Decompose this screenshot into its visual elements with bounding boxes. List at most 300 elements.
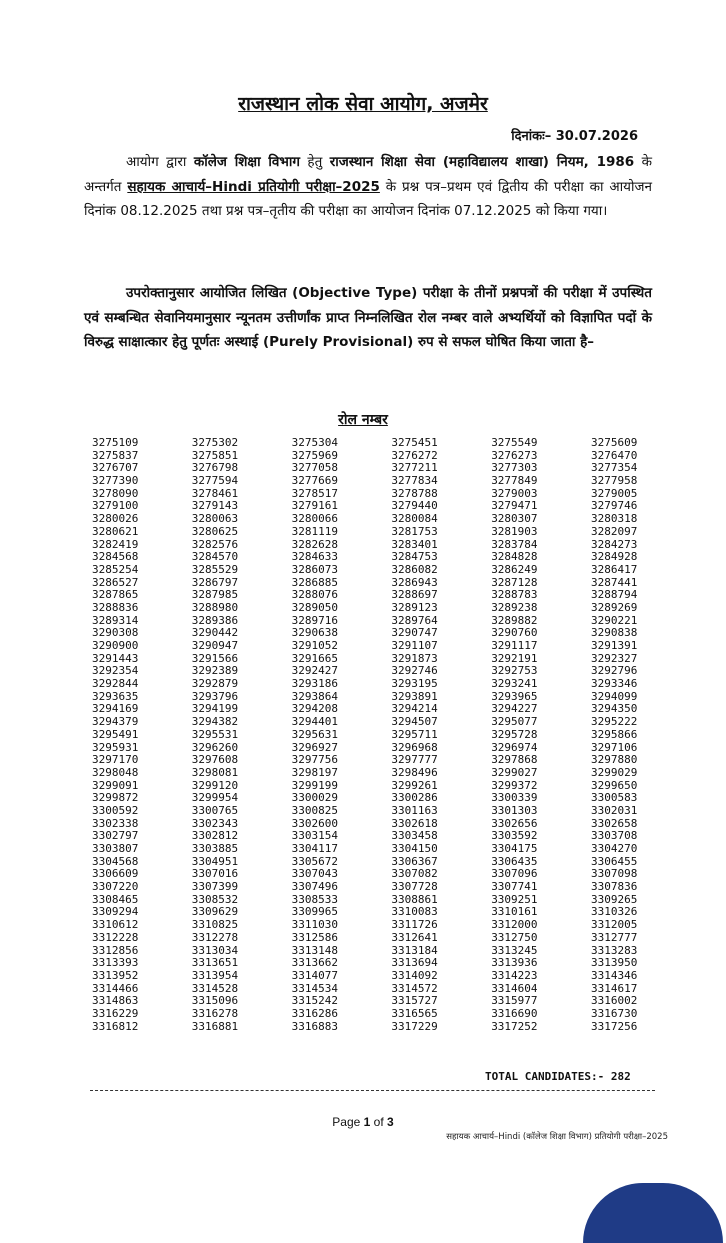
roll-number-cell: 3289238 <box>491 600 538 614</box>
roll-number-cell: 3317229 <box>391 1019 438 1033</box>
roll-number-cell: 3315977 <box>491 994 538 1008</box>
roll-number-cell: 3297106 <box>590 740 638 754</box>
roll-number-cell: 3298197 <box>291 765 338 779</box>
roll-number-grid <box>92 437 691 1033</box>
roll-number-cell: 3302031 <box>590 803 638 817</box>
roll-number-cell: 3309965 <box>291 905 338 919</box>
roll-number-cell: 3289764 <box>391 613 438 627</box>
roll-number-cell: 3290221 <box>590 613 638 627</box>
roll-number-cell: 3299199 <box>291 778 338 792</box>
roll-number-cell: 3291117 <box>491 639 538 652</box>
roll-number-cell: 3281903 <box>491 524 538 538</box>
roll-row <box>92 526 691 539</box>
roll-number-cell: 3275304 <box>291 436 338 449</box>
roll-number-cell: 3282097 <box>590 524 638 538</box>
roll-number-cell: 3300286 <box>391 791 438 805</box>
roll-number-cell: 3294227 <box>491 702 538 716</box>
roll-number-cell: 3303708 <box>590 829 638 843</box>
roll-number-cell: 3275109 <box>92 436 139 449</box>
roll-number-cell: 3293635 <box>92 689 139 703</box>
page-label: Page <box>332 1115 361 1129</box>
roll-number-cell: 3313283 <box>590 943 638 957</box>
roll-number-cell: 3307741 <box>491 880 538 894</box>
roll-number-cell: 3277303 <box>491 461 538 475</box>
roll-number-cell: 3299372 <box>491 778 538 792</box>
roll-number-cell: 3292753 <box>491 664 538 678</box>
roll-number-cell: 3314077 <box>291 968 338 982</box>
roll-number-cell: 3282576 <box>191 537 239 551</box>
roll-number-cell: 3290947 <box>191 639 239 652</box>
dashed-divider <box>90 1090 655 1091</box>
roll-number-cell: 3316812 <box>92 1019 139 1033</box>
roll-number-cell: 3310083 <box>391 905 438 919</box>
roll-number-cell: 3294382 <box>191 715 239 729</box>
roll-number-cell: 3302797 <box>92 829 139 843</box>
roll-number-cell: 3304117 <box>291 842 338 855</box>
roll-number-cell: 3292191 <box>491 651 538 665</box>
roll-number-cell: 3275851 <box>191 448 239 462</box>
roll-number-cell: 3291107 <box>391 639 438 652</box>
roll-number-cell: 3307836 <box>590 880 638 894</box>
roll-number-cell: 3294208 <box>291 702 338 716</box>
roll-row <box>92 970 691 983</box>
roll-number-cell: 3299872 <box>92 791 139 805</box>
roll-number-cell: 3281119 <box>291 524 338 538</box>
roll-number-cell: 3313936 <box>491 956 538 970</box>
roll-number-cell: 3306609 <box>92 867 139 881</box>
roll-row <box>92 437 691 450</box>
roll-row <box>92 602 691 615</box>
roll-number-cell: 3307220 <box>92 880 139 894</box>
roll-number-cell: 3291443 <box>92 651 139 665</box>
roll-number-cell: 3307016 <box>191 867 239 881</box>
roll-number-cell: 3297756 <box>291 753 338 767</box>
roll-number-cell: 3291873 <box>391 651 438 665</box>
roll-number-cell: 3286527 <box>92 575 139 589</box>
roll-number-cell: 3287441 <box>590 575 638 589</box>
roll-number-cell: 3289716 <box>291 613 338 627</box>
roll-number-cell: 3275969 <box>291 448 338 462</box>
roll-number-cell: 3312856 <box>92 943 139 957</box>
roll-number-cell: 3278090 <box>92 486 139 500</box>
roll-number-cell: 3286797 <box>191 575 239 589</box>
roll-number-cell: 3295077 <box>491 715 538 729</box>
roll-number-cell: 3298081 <box>191 765 239 779</box>
roll-number-cell: 3313148 <box>291 943 338 957</box>
roll-number-cell: 3297777 <box>391 753 438 767</box>
roll-number-cell: 3300592 <box>92 803 139 817</box>
roll-number-cell: 3310825 <box>191 918 239 932</box>
roll-number-cell: 3307082 <box>391 867 438 881</box>
roll-number-cell: 3288836 <box>92 600 139 614</box>
roll-number-cell: 3303885 <box>191 842 239 855</box>
roll-number-cell: 3293241 <box>491 677 538 691</box>
roll-number-cell: 3294169 <box>92 702 139 716</box>
roll-number-cell: 3288697 <box>391 588 438 602</box>
roll-row <box>92 1021 691 1034</box>
roll-row <box>92 881 691 894</box>
roll-number-cell: 3300583 <box>590 791 638 805</box>
page-title: राजस्थान लोक सेवा आयोग, अजमेर <box>238 93 488 115</box>
roll-number-cell: 3313651 <box>191 956 239 970</box>
roll-number-cell: 3314528 <box>191 981 239 995</box>
roll-number-cell: 3307399 <box>191 880 239 894</box>
roll-number-cell: 3306435 <box>491 854 538 868</box>
roll-number-cell: 3279143 <box>191 499 239 513</box>
date-value: 30.07.2026 <box>555 129 638 144</box>
roll-row <box>92 767 691 780</box>
roll-number-cell: 3317256 <box>590 1019 638 1033</box>
roll-number-cell: 3310326 <box>590 905 638 919</box>
roll-number-cell: 3299650 <box>590 778 638 792</box>
page-number <box>0 1115 726 1129</box>
roll-number-cell: 3287865 <box>92 588 139 602</box>
roll-number-cell: 3298048 <box>92 765 139 779</box>
roll-number-cell: 3301163 <box>391 803 438 817</box>
roll-number-cell: 3299029 <box>590 765 638 779</box>
roll-number-cell: 3299261 <box>391 778 438 792</box>
roll-number-cell: 3299120 <box>191 778 239 792</box>
para1-text-3: के अन्तर्गत <box>84 154 652 195</box>
roll-number-cell: 3291391 <box>590 639 638 652</box>
roll-number-cell: 3286249 <box>491 562 538 576</box>
roll-number-cell: 3302338 <box>92 816 139 830</box>
roll-number-cell: 3307096 <box>491 867 538 881</box>
roll-number-cell: 3312228 <box>92 930 139 944</box>
date-label: दिनांकः– <box>511 129 552 144</box>
roll-number-cell: 3290638 <box>291 626 338 640</box>
roll-number-cell: 3309265 <box>590 892 638 906</box>
roll-number-cell: 3308533 <box>291 892 338 906</box>
roll-number-cell: 3313184 <box>391 943 438 957</box>
roll-number-cell: 3275549 <box>491 436 538 449</box>
roll-number-cell: 3290838 <box>590 626 638 640</box>
roll-number-cell: 3280625 <box>191 524 239 538</box>
roll-number-cell: 3278517 <box>291 486 338 500</box>
roll-row <box>92 678 691 691</box>
roll-number-cell: 3304175 <box>491 842 538 855</box>
roll-number-cell: 3295531 <box>191 727 239 741</box>
roll-number-cell: 3314346 <box>590 968 638 982</box>
roll-number-cell: 3297880 <box>590 753 638 767</box>
roll-number-cell: 3275302 <box>191 436 239 449</box>
roll-number-cell: 3313245 <box>491 943 538 957</box>
roll-number-cell: 3313393 <box>92 956 139 970</box>
roll-number-cell: 3296260 <box>191 740 239 754</box>
roll-number-cell: 3302656 <box>491 816 538 830</box>
roll-number-cell: 3294214 <box>391 702 438 716</box>
roll-number-cell: 3280084 <box>391 512 438 526</box>
roll-number-cell: 3280307 <box>491 512 538 526</box>
roll-number-cell: 3299091 <box>92 778 139 792</box>
para1-text-2: हेतु <box>300 154 330 170</box>
roll-number-cell: 3312586 <box>291 930 338 944</box>
roll-number-cell: 3290308 <box>92 626 139 640</box>
roll-row <box>92 919 691 932</box>
roll-number-cell: 3276273 <box>491 448 538 462</box>
roll-number-cell: 3316229 <box>92 1006 139 1020</box>
roll-number-cell: 3284928 <box>590 550 638 564</box>
roll-number-cell: 3275837 <box>92 448 139 462</box>
roll-number-cell: 3316883 <box>291 1019 338 1033</box>
roll-number-cell: 3295222 <box>590 715 638 729</box>
roll-number-cell: 3289314 <box>92 613 139 627</box>
roll-number-cell: 3276470 <box>590 448 638 462</box>
roll-number-cell: 3308465 <box>92 892 139 906</box>
roll-number-cell: 3306455 <box>590 854 638 868</box>
roll-row <box>92 957 691 970</box>
result-paragraph-text: उपरोक्तानुसार आयोजित लिखित (Objective Type) परीक्षा के तीनों प्रश्नपत्रों की परीक्षा में उपस्थित एवं सम्बन्धित सेवानियमानुसार न्यूनतम उत्तीर्णांक प्राप्त निम्नलिखित रोल नम्बर वाले अभ्यर्थियों को विज्ञापित पदों के विरुद्ध साक्षात्कार हेतु पूर्णतः अस्थाई (Purely Provisional) रुप से सफल घोषित किया जाता है– <box>84 285 652 350</box>
roll-number-cell: 3313952 <box>92 968 139 982</box>
roll-number-cell: 3291665 <box>291 651 338 665</box>
roll-number-cell: 3295931 <box>92 740 139 754</box>
roll-number-cell: 3302343 <box>191 816 239 830</box>
roll-number-cell: 3287128 <box>491 575 538 589</box>
roll-number-cell: 3304951 <box>191 854 239 868</box>
roll-number-cell: 3288794 <box>590 588 638 602</box>
roll-number-cell: 3297868 <box>491 753 538 767</box>
roll-number-cell: 3275609 <box>590 436 638 449</box>
roll-number-cell: 3302658 <box>590 816 638 830</box>
roll-number-cell: 3278461 <box>191 486 239 500</box>
para1-bold-dept: कॉलेज शिक्षा विभाग <box>193 154 300 170</box>
roll-number-cell: 3289386 <box>191 613 239 627</box>
roll-number-cell: 3277849 <box>491 474 538 488</box>
roll-number-cell: 3284568 <box>92 550 139 564</box>
roll-number-cell: 3314092 <box>391 968 438 982</box>
roll-number-cell: 3313694 <box>391 956 438 970</box>
roll-number-cell: 3302600 <box>291 816 338 830</box>
roll-number-cell: 3300339 <box>491 791 538 805</box>
roll-row <box>92 475 691 488</box>
roll-number-cell: 3293891 <box>391 689 438 703</box>
roll-number-cell: 3290747 <box>391 626 438 640</box>
roll-number-cell: 3301303 <box>491 803 538 817</box>
roll-number-cell: 3310161 <box>491 905 538 919</box>
page-total: 3 <box>387 1115 394 1129</box>
roll-number-cell: 3312750 <box>491 930 538 944</box>
roll-number-cell: 3311726 <box>391 918 438 932</box>
roll-number-cell: 3280066 <box>291 512 338 526</box>
roll-number-cell: 3282628 <box>291 537 338 551</box>
corner-accent-shape <box>583 1183 723 1243</box>
roll-number-cell: 3295631 <box>291 727 338 741</box>
roll-number-cell: 3303458 <box>391 829 438 843</box>
roll-number-cell: 3297608 <box>191 753 239 767</box>
roll-number-cell: 3313662 <box>291 956 338 970</box>
roll-number-cell: 3277669 <box>291 474 338 488</box>
para1-text-4: के प्रश्न पत्र–प्रथम एवं द्वितीय की परीक्षा का आयोजन दिनांक 08.12.2025 तथा प्रश्न पत्र–तृतीय की परीक्षा का आयोजन दिनांक 07.12.2025 को किया गया। <box>84 178 652 219</box>
roll-number-cell: 3286073 <box>291 562 338 576</box>
roll-number-cell: 3292354 <box>92 664 139 678</box>
roll-number-cell: 3279161 <box>291 499 338 513</box>
roll-number-cell: 3315727 <box>391 994 438 1008</box>
roll-number-cell: 3290442 <box>191 626 239 640</box>
roll-number-cell: 3279005 <box>590 486 638 500</box>
roll-number-cell: 3313950 <box>590 956 638 970</box>
roll-number-cell: 3279471 <box>491 499 538 513</box>
roll-number-cell: 3312005 <box>590 918 638 932</box>
roll-number-cell: 3293195 <box>391 677 438 691</box>
roll-row <box>92 729 691 742</box>
page-of: of <box>373 1115 384 1129</box>
roll-number-cell: 3289269 <box>590 600 638 614</box>
roll-number-cell: 3308861 <box>391 892 438 906</box>
roll-number-cell: 3300029 <box>291 791 338 805</box>
roll-number-cell: 3305672 <box>291 854 338 868</box>
roll-number-cell: 3293186 <box>291 677 338 691</box>
roll-row <box>92 716 691 729</box>
roll-number-cell: 3295728 <box>491 727 538 741</box>
roll-number-cell: 3302618 <box>391 816 438 830</box>
roll-number-cell: 3314223 <box>491 968 538 982</box>
roll-row <box>92 805 691 818</box>
roll-number-cell: 3316286 <box>291 1006 338 1020</box>
roll-number-cell: 3292327 <box>590 651 638 665</box>
para1-bold-exam: सहायक आचार्य–Hindi प्रतियोगी परीक्षा–2025 <box>127 178 380 195</box>
roll-number-cell: 3294401 <box>291 715 338 729</box>
roll-number-heading: रोल नम्बर <box>338 412 388 428</box>
roll-number-cell: 3314604 <box>491 981 538 995</box>
roll-number-cell: 3292844 <box>92 677 139 691</box>
roll-number-cell: 3296968 <box>391 740 438 754</box>
roll-row <box>92 932 691 945</box>
roll-number-cell: 3279100 <box>92 499 139 513</box>
roll-number-cell: 3295491 <box>92 727 139 741</box>
result-paragraph <box>84 281 652 355</box>
roll-number-cell: 3304568 <box>92 854 139 868</box>
roll-number-cell: 3283401 <box>391 537 438 551</box>
roll-number-cell: 3287985 <box>191 588 239 602</box>
roll-number-cell: 3284753 <box>391 550 438 564</box>
roll-number-cell: 3289123 <box>391 600 438 614</box>
roll-number-cell: 3312641 <box>391 930 438 944</box>
total-candidates: TOTAL CANDIDATES:- 282 <box>485 1070 631 1083</box>
roll-number-cell: 3297170 <box>92 753 139 767</box>
roll-number-cell: 3280026 <box>92 512 139 526</box>
roll-number-cell: 3288783 <box>491 588 538 602</box>
roll-number-cell: 3315242 <box>291 994 338 1008</box>
roll-number-cell: 3278788 <box>391 486 438 500</box>
roll-number-cell: 3284570 <box>191 550 239 564</box>
roll-number-cell: 3307728 <box>391 880 438 894</box>
roll-number-cell: 3289050 <box>291 600 338 614</box>
roll-number-cell: 3313954 <box>191 968 239 982</box>
roll-number-cell: 3285529 <box>191 562 239 576</box>
roll-number-cell: 3311030 <box>291 918 338 932</box>
roll-number-cell: 3284633 <box>291 550 338 564</box>
roll-number-cell: 3293864 <box>291 689 338 703</box>
roll-row <box>92 754 691 767</box>
roll-number-cell: 3300765 <box>191 803 239 817</box>
roll-number-cell: 3286885 <box>291 575 338 589</box>
roll-number-cell: 3292879 <box>191 677 239 691</box>
roll-number-cell: 3316565 <box>391 1006 438 1020</box>
roll-number-cell: 3277058 <box>291 461 338 475</box>
roll-number-cell: 3277390 <box>92 474 139 488</box>
footer-note: सहायक आचार्य–Hindi (कॉलेज शिक्षा विभाग) प्रतियोगी परीक्षा–2025 <box>446 1132 668 1142</box>
roll-number-cell: 3294099 <box>590 689 638 703</box>
roll-number-cell: 3277211 <box>391 461 438 475</box>
roll-number-cell: 3279746 <box>590 499 638 513</box>
roll-number-cell: 3303807 <box>92 842 139 855</box>
roll-number-cell: 3312278 <box>191 930 239 944</box>
roll-number-cell: 3286082 <box>391 562 438 576</box>
roll-number-cell: 3290760 <box>491 626 538 640</box>
roll-number-cell: 3291566 <box>191 651 239 665</box>
roll-number-cell: 3304270 <box>590 842 638 855</box>
roll-row <box>92 1008 691 1021</box>
roll-number-cell: 3292427 <box>291 664 338 678</box>
roll-number-cell: 3314617 <box>590 981 638 995</box>
roll-number-cell: 3299027 <box>491 765 538 779</box>
date-line <box>511 126 638 144</box>
roll-number-cell: 3292796 <box>590 664 638 678</box>
roll-number-cell: 3316730 <box>590 1006 638 1020</box>
roll-row <box>92 513 691 526</box>
roll-number-cell: 3293965 <box>491 689 538 703</box>
roll-number-cell: 3286943 <box>391 575 438 589</box>
roll-number-cell: 3292389 <box>191 664 239 678</box>
roll-number-cell: 3282419 <box>92 537 139 551</box>
roll-number-cell: 3303154 <box>291 829 338 843</box>
roll-number-cell: 3292746 <box>391 664 438 678</box>
para1-bold-rules: राजस्थान शिक्षा सेवा (महाविद्यालय शाखा) नियम, 1986 <box>329 154 635 170</box>
roll-row <box>92 551 691 564</box>
roll-number-cell: 3276707 <box>92 461 139 475</box>
roll-number-cell: 3280621 <box>92 524 139 538</box>
roll-number-cell: 3316881 <box>191 1019 239 1033</box>
roll-number-cell: 3284828 <box>491 550 538 564</box>
roll-number-cell: 3293346 <box>590 677 638 691</box>
roll-number-cell: 3309294 <box>92 905 139 919</box>
roll-number-cell: 3276798 <box>191 461 239 475</box>
roll-number-cell: 3277834 <box>391 474 438 488</box>
roll-number-cell: 3294199 <box>191 702 239 716</box>
roll-number-cell: 3281753 <box>391 524 438 538</box>
roll-number-cell: 3296974 <box>491 740 538 754</box>
para1-text-1: आयोग द्वारा <box>126 154 194 170</box>
roll-number-cell: 3275451 <box>391 436 438 449</box>
roll-number-cell: 3316278 <box>191 1006 239 1020</box>
roll-row <box>92 564 691 577</box>
roll-number-cell: 3314466 <box>92 981 139 995</box>
roll-number-cell: 3314863 <box>92 994 139 1008</box>
roll-number-cell: 3309629 <box>191 905 239 919</box>
roll-number-cell: 3312777 <box>590 930 638 944</box>
roll-number-cell: 3283784 <box>491 537 538 551</box>
roll-number-cell: 3294350 <box>590 702 638 716</box>
roll-number-cell: 3280063 <box>191 512 239 526</box>
roll-number-cell: 3288980 <box>191 600 239 614</box>
roll-number-cell: 3288076 <box>291 588 338 602</box>
roll-number-cell: 3279003 <box>491 486 538 500</box>
roll-number-cell: 3304150 <box>391 842 438 855</box>
roll-number-cell: 3280318 <box>590 512 638 526</box>
roll-number-cell: 3286417 <box>590 562 638 576</box>
roll-number-cell: 3285254 <box>92 562 139 576</box>
roll-number-cell: 3293796 <box>191 689 239 703</box>
roll-number-cell: 3296927 <box>291 740 338 754</box>
roll-number-cell: 3307098 <box>590 867 638 881</box>
roll-number-cell: 3277354 <box>590 461 638 475</box>
roll-number-cell: 3299954 <box>191 791 239 805</box>
roll-number-cell: 3314572 <box>391 981 438 995</box>
roll-number-cell: 3314534 <box>291 981 338 995</box>
roll-number-cell: 3290900 <box>92 639 139 652</box>
roll-row <box>92 843 691 856</box>
roll-number-cell: 3277958 <box>590 474 638 488</box>
